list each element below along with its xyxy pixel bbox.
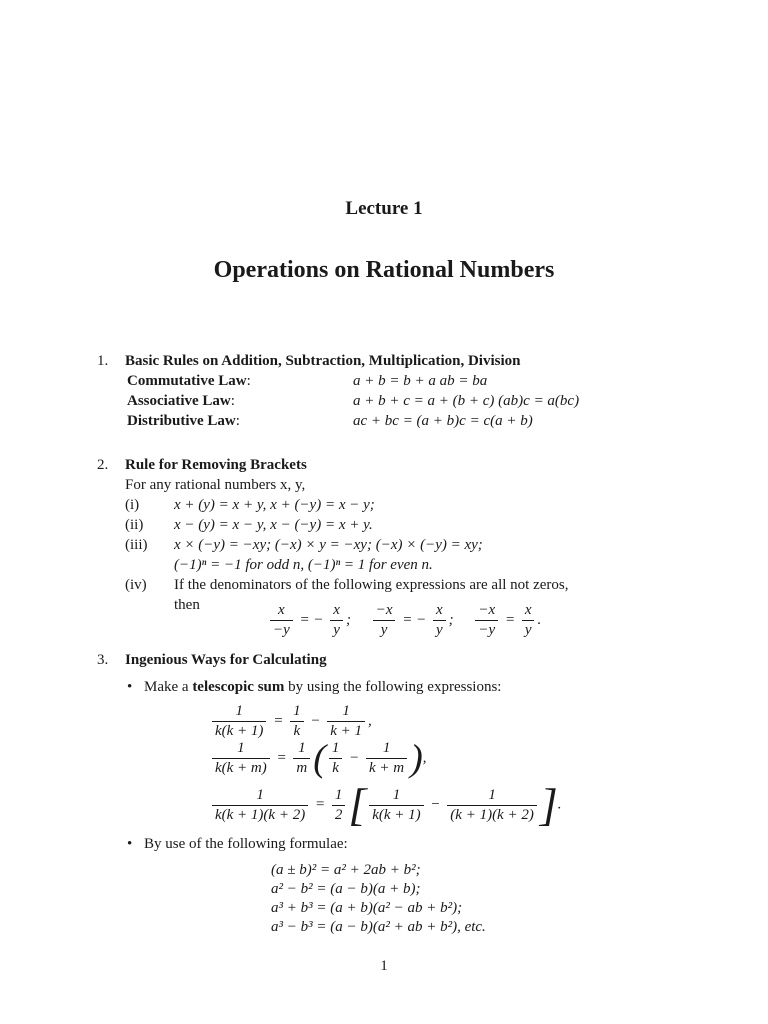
lecture-label: Lecture 1: [345, 198, 423, 219]
section-number: 3.: [97, 652, 109, 668]
section-title: Ingenious Ways for Calculating: [125, 652, 327, 668]
item-text: x + (y) = x + y, x + (−y) = x − y;: [174, 497, 375, 513]
item-label: (i): [125, 497, 140, 513]
section-number: 1.: [97, 353, 109, 369]
item-label: (ii): [125, 517, 144, 533]
section-title: Basic Rules on Addition, Subtraction, Multiplication, Division: [125, 353, 521, 369]
fraction: $\frac{-x}{y}$: [373, 601, 396, 640]
formula-line: a² − b² = (a − b)(a + b);: [271, 881, 421, 897]
fraction: $\frac{x}{y}$: [330, 601, 343, 640]
law-name-associative: Associative Law:: [127, 393, 235, 409]
law-name-distributive: Distributive Law:: [127, 413, 240, 429]
section-removing-brackets: [97, 455, 697, 645]
item-label: (iii): [125, 537, 148, 553]
telescopic-row-1: $\frac{1}{k(k + 1)}$ = $\frac{1}{k}$ − $\frac{1}{k + 1}$ ,: [209, 702, 372, 741]
law-formula-commutative: a + b = b + a ab = ba: [353, 373, 488, 389]
formula-line: a³ − b³ = (a − b)(a² + ab + b²), etc.: [271, 919, 486, 935]
item-text: If the denominators of the following expressions are all not zeros,: [174, 577, 569, 593]
bullet-icon: •: [127, 679, 133, 695]
formula-line: (a ± b)² = a² + 2ab + b²;: [271, 862, 421, 878]
item-label: (iv): [125, 577, 147, 593]
item-text: x × (−y) = −xy; (−x) × y = −xy; (−x) × (−y) = xy;: [174, 537, 483, 553]
item-text: (−1)ⁿ = −1 for odd n, (−1)ⁿ = 1 for even n.: [174, 557, 433, 573]
page-title: Operations on Rational Numbers: [213, 257, 555, 283]
telescopic-row-3: $\frac{1}{k(k + 1)(k + 2)}$ = $\frac{1}{2}$ [ $\frac{1}{k(k + 1)}$ − $\frac{1}{(k + 1)(k + 2)}$ ].: [209, 782, 562, 828]
law-name-commutative: Commutative Law:: [127, 373, 251, 389]
fraction: $\frac{x}{-y}$: [270, 601, 293, 640]
item-text: then: [174, 597, 200, 613]
fraction: $\frac{-x}{-y}$: [475, 601, 498, 640]
section-number: 2.: [97, 457, 109, 473]
formula-line: a³ + b³ = (a + b)(a² − ab + b²);: [271, 900, 463, 916]
item-text: x − (y) = x − y, x − (−y) = x + y.: [174, 517, 373, 533]
law-formula-associative: a + b + c = a + (b + c) (ab)c = a(bc): [353, 393, 580, 409]
section-ingenious-ways: [97, 650, 697, 950]
section-basic-rules: [97, 351, 697, 431]
bullet-icon: •: [127, 836, 133, 852]
law-formula-distributive: ac + bc = (a + b)c = c(a + b): [353, 413, 533, 429]
section-title: Rule for Removing Brackets: [125, 457, 307, 473]
fraction: $\frac{x}{y}$: [433, 601, 446, 640]
bullet-text: By use of the following formulae:: [144, 836, 348, 852]
page-number: 1: [380, 958, 388, 974]
intro-text: For any rational numbers x, y,: [125, 477, 306, 493]
bullet-text: Make a telescopic sum by using the following expressions:: [144, 679, 502, 695]
fraction-identities: $\frac{x}{-y}$ = − $\frac{x}{y}$ ; $\frac{-x}{y}$ = − $\frac{x}{y}$ ; $\frac{-x}{-y}$ = $\frac{x}{y}$ .: [267, 601, 541, 640]
fraction: $\frac{x}{y}$: [522, 601, 535, 640]
telescopic-row-2: $\frac{1}{k(k + m)}$ = $\frac{1}{m}$ ( $\frac{1}{k}$ − $\frac{1}{k + m}$ ),: [209, 739, 427, 778]
